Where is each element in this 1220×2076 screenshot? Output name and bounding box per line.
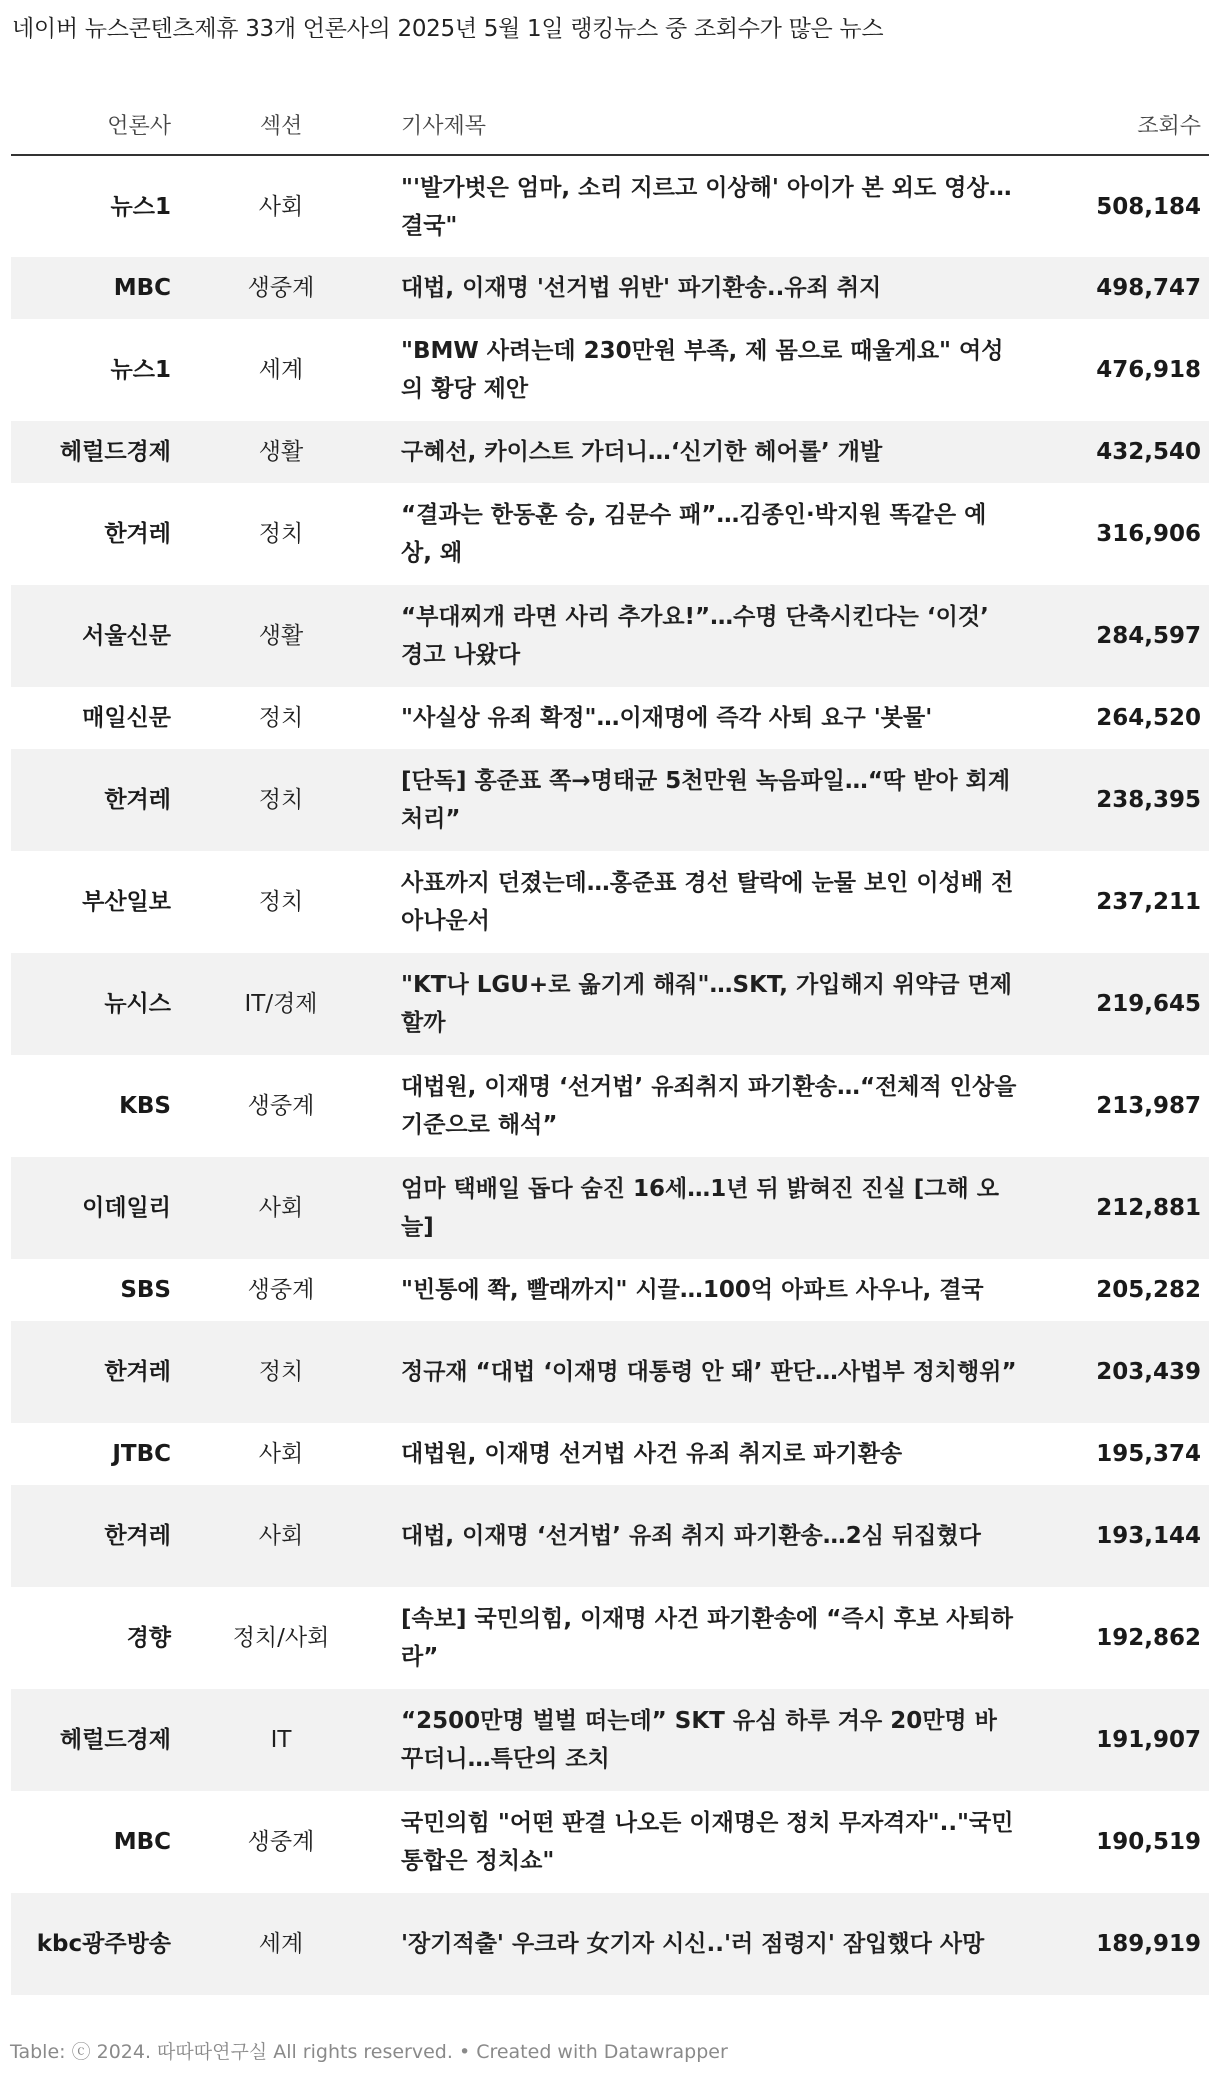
cell-press: KBS: [119, 1093, 171, 1119]
cell-views: 212,881: [1057, 1157, 1209, 1259]
cell-press: 부산일보: [82, 889, 171, 915]
cell-views: 432,540: [1057, 421, 1209, 483]
table-row: [11, 1485, 1209, 1587]
cell-section: 사회: [258, 193, 304, 220]
cell-section: 정치: [171, 749, 391, 851]
cell-section: 생중계: [171, 257, 391, 319]
cell-headline: 대법, 이재명 '선거법 위반' 파기환송..유죄 취지: [391, 257, 1057, 319]
cell-section: 세계: [171, 1893, 391, 1995]
cell-section: 사회: [171, 1157, 391, 1259]
cell-views: 205,282: [1096, 1277, 1201, 1303]
cell-section: 정치/사회: [232, 1625, 330, 1651]
cell-headline: 국민의힘 "어떤 판결 나오든 이재명은 정치 무자격자".."국민 통합은 정치쇼": [401, 1810, 1014, 1874]
table-row: [11, 1321, 1209, 1423]
cell-press: 서울신문: [11, 585, 171, 687]
cell-section: 생활: [171, 421, 391, 483]
cell-headline: "BMW 사려는데 230만원 부족, 제 몸으로 때울게요" 여성의 황당 제안: [401, 338, 1004, 402]
table-row: [11, 851, 1209, 953]
cell-press: 뉴스1: [110, 193, 171, 220]
cell-headline: 사표까지 던졌는데…홍준표 경선 탈락에 눈물 보인 이성배 전 아나운서: [401, 870, 1014, 934]
table-row: [11, 319, 1209, 421]
table-row: [11, 749, 1209, 851]
column-header-views: 조회수: [1057, 94, 1209, 155]
cell-headline: “2500만명 벌벌 떠는데” SKT 유심 하루 겨우 20만명 바꾸더니…특단의 조치: [391, 1689, 1057, 1791]
cell-views: 192,862: [1096, 1625, 1201, 1651]
cell-section: 생중계: [247, 1829, 315, 1855]
table-row: [11, 687, 1209, 749]
cell-views: 476,918: [1096, 357, 1201, 383]
table-row: [11, 483, 1209, 585]
cell-section: 정치: [258, 705, 304, 731]
news-ranking-table: [11, 94, 1209, 1995]
table-row: [11, 155, 1209, 257]
table-row: [11, 1157, 1209, 1259]
cell-section: 세계: [258, 357, 304, 383]
table-row: [11, 257, 1209, 319]
table-row: [11, 1791, 1209, 1893]
cell-headline: 구혜선, 카이스트 가더니…‘신기한 헤어롤’ 개발: [391, 421, 1057, 483]
cell-press: 이데일리: [11, 1157, 171, 1259]
cell-section: IT: [171, 1689, 391, 1791]
cell-section: 정치: [258, 521, 304, 547]
cell-section: 사회: [171, 1485, 391, 1587]
cell-headline: "'발가벗은 엄마, 소리 지르고 이상해' 아이가 본 외도 영상…결국": [401, 174, 1012, 239]
cell-headline: “부대찌개 라면 사리 추가요!”…수명 단축시킨다는 ‘이것’ 경고 나왔다: [391, 585, 1057, 687]
table-footer-credit: Table: ⓒ 2024. 따따따연구실 All rights reserved. • Created with Datawrapper: [10, 2041, 728, 2063]
cell-views: 219,645: [1057, 953, 1209, 1055]
column-header-press: 언론사: [11, 94, 171, 155]
cell-views: 213,987: [1096, 1093, 1201, 1119]
cell-section: 생활: [171, 585, 391, 687]
cell-views: 264,520: [1096, 705, 1201, 731]
cell-views: 191,907: [1057, 1689, 1209, 1791]
cell-press: 한겨레: [11, 1485, 171, 1587]
cell-headline: "사실상 유죄 확정"…이재명에 즉각 사퇴 요구 '봇물': [401, 705, 933, 731]
cell-headline: [단독] 홍준표 쪽→명태균 5천만원 녹음파일…“딱 받아 회계처리”: [391, 749, 1057, 851]
cell-press: kbc광주방송: [11, 1893, 171, 1995]
table-row: [11, 1587, 1209, 1689]
table-row: [11, 585, 1209, 687]
cell-views: 498,747: [1057, 257, 1209, 319]
table-row: [11, 1423, 1209, 1485]
cell-press: 뉴시스: [11, 953, 171, 1055]
cell-headline: 대법원, 이재명 선거법 사건 유죄 취지로 파기환송: [401, 1441, 903, 1467]
cell-press: 한겨레: [11, 749, 171, 851]
cell-section: 정치: [171, 1321, 391, 1423]
table-row: [11, 1893, 1209, 1995]
cell-headline: "빈통에 쫙, 빨래까지" 시끌…100억 아파트 사우나, 결국: [401, 1277, 984, 1303]
cell-press: 매일신문: [82, 705, 171, 731]
cell-headline: 정규재 “대법 ‘이재명 대통령 안 돼’ 판단…사법부 정치행위”: [391, 1321, 1057, 1423]
cell-views: 237,211: [1096, 889, 1201, 915]
cell-press: MBC: [11, 257, 171, 319]
table-row: [11, 1689, 1209, 1791]
cell-headline: '장기적출' 우크라 女기자 시신..'러 점령지' 잠입했다 사망: [391, 1893, 1057, 1995]
cell-views: 189,919: [1057, 1893, 1209, 1995]
cell-press: MBC: [113, 1829, 171, 1855]
cell-views: 238,395: [1057, 749, 1209, 851]
cell-section: 정치: [258, 889, 304, 915]
table-header-row: [11, 94, 1209, 155]
cell-section: 사회: [258, 1441, 304, 1467]
cell-press: 뉴스1: [110, 357, 171, 383]
table-row: [11, 1259, 1209, 1321]
cell-views: 195,374: [1096, 1441, 1201, 1467]
cell-press: 헤럴드경제: [11, 421, 171, 483]
column-header-section: 섹션: [171, 94, 391, 155]
cell-press: JTBC: [112, 1441, 171, 1467]
table-row: [11, 421, 1209, 483]
cell-press: 한겨레: [104, 521, 171, 547]
cell-section: 생중계: [247, 1277, 315, 1303]
cell-press: 경향: [126, 1625, 171, 1651]
cell-section: 생중계: [247, 1093, 315, 1119]
cell-views: 316,906: [1096, 521, 1201, 547]
cell-press: 헤럴드경제: [11, 1689, 171, 1791]
cell-headline: “결과는 한동훈 승, 김문수 패”…김종인·박지원 똑같은 예상, 왜: [401, 502, 987, 566]
cell-views: 190,519: [1096, 1829, 1201, 1855]
cell-views: 508,184: [1096, 193, 1201, 220]
cell-views: 284,597: [1057, 585, 1209, 687]
cell-views: 203,439: [1057, 1321, 1209, 1423]
cell-section: IT/경제: [171, 953, 391, 1055]
cell-headline: "KT나 LGU+로 옮기게 해줘"…SKT, 가입해지 위약금 면제할까: [391, 953, 1057, 1055]
cell-press: 한겨레: [11, 1321, 171, 1423]
cell-headline: 대법원, 이재명 ‘선거법’ 유죄취지 파기환송…“전체적 인상을 기준으로 해석”: [401, 1074, 1017, 1138]
column-header-headline: 기사제목: [391, 94, 1057, 155]
cell-press: SBS: [120, 1277, 171, 1303]
cell-headline: 엄마 택배일 돕다 숨진 16세…1년 뒤 밝혀진 진실 [그해 오늘]: [391, 1157, 1057, 1259]
table-row: [11, 1055, 1209, 1157]
table-row: [11, 953, 1209, 1055]
cell-views: 193,144: [1057, 1485, 1209, 1587]
page-title: 네이버 뉴스콘텐츠제휴 33개 언론사의 2025년 5월 1일 랭킹뉴스 중 조회수가 많은 뉴스: [12, 16, 884, 42]
cell-headline: [속보] 국민의힘, 이재명 사건 파기환송에 “즉시 후보 사퇴하라”: [401, 1606, 1013, 1670]
cell-headline: 대법, 이재명 ‘선거법’ 유죄 취지 파기환송…2심 뒤집혔다: [391, 1485, 1057, 1587]
